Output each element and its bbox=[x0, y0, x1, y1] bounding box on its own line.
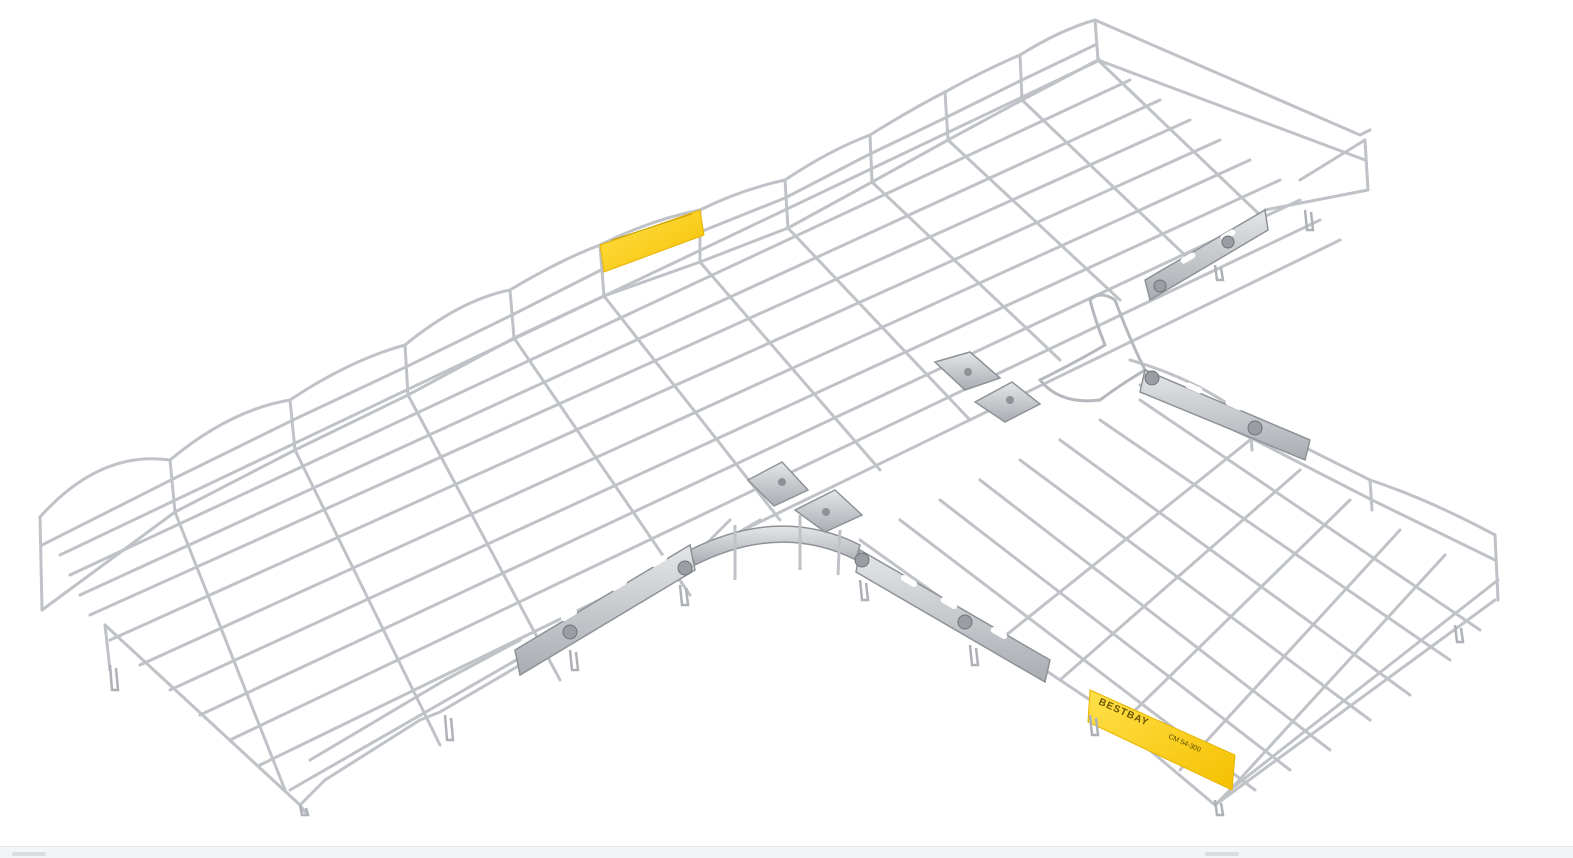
splice-bracket-left-front bbox=[515, 545, 695, 675]
floor-clip-1 bbox=[935, 352, 1000, 390]
strip-knob-left bbox=[12, 852, 46, 856]
main-tray-section bbox=[40, 20, 1370, 812]
floor-clip-2 bbox=[975, 382, 1040, 422]
strip-knob-right bbox=[1205, 852, 1239, 856]
splice-bracket-branch-back bbox=[1140, 370, 1310, 460]
tag-brand-text: BESTBAY bbox=[1096, 696, 1151, 729]
bottom-scroll-strip bbox=[0, 846, 1573, 858]
tag-code-text: CM 54-300 bbox=[1167, 733, 1202, 754]
yellow-tag-front bbox=[1088, 690, 1235, 790]
floor-clip-4 bbox=[795, 490, 862, 532]
yellow-tag-back bbox=[600, 210, 704, 272]
splice-bracket-right-front bbox=[855, 550, 1050, 682]
